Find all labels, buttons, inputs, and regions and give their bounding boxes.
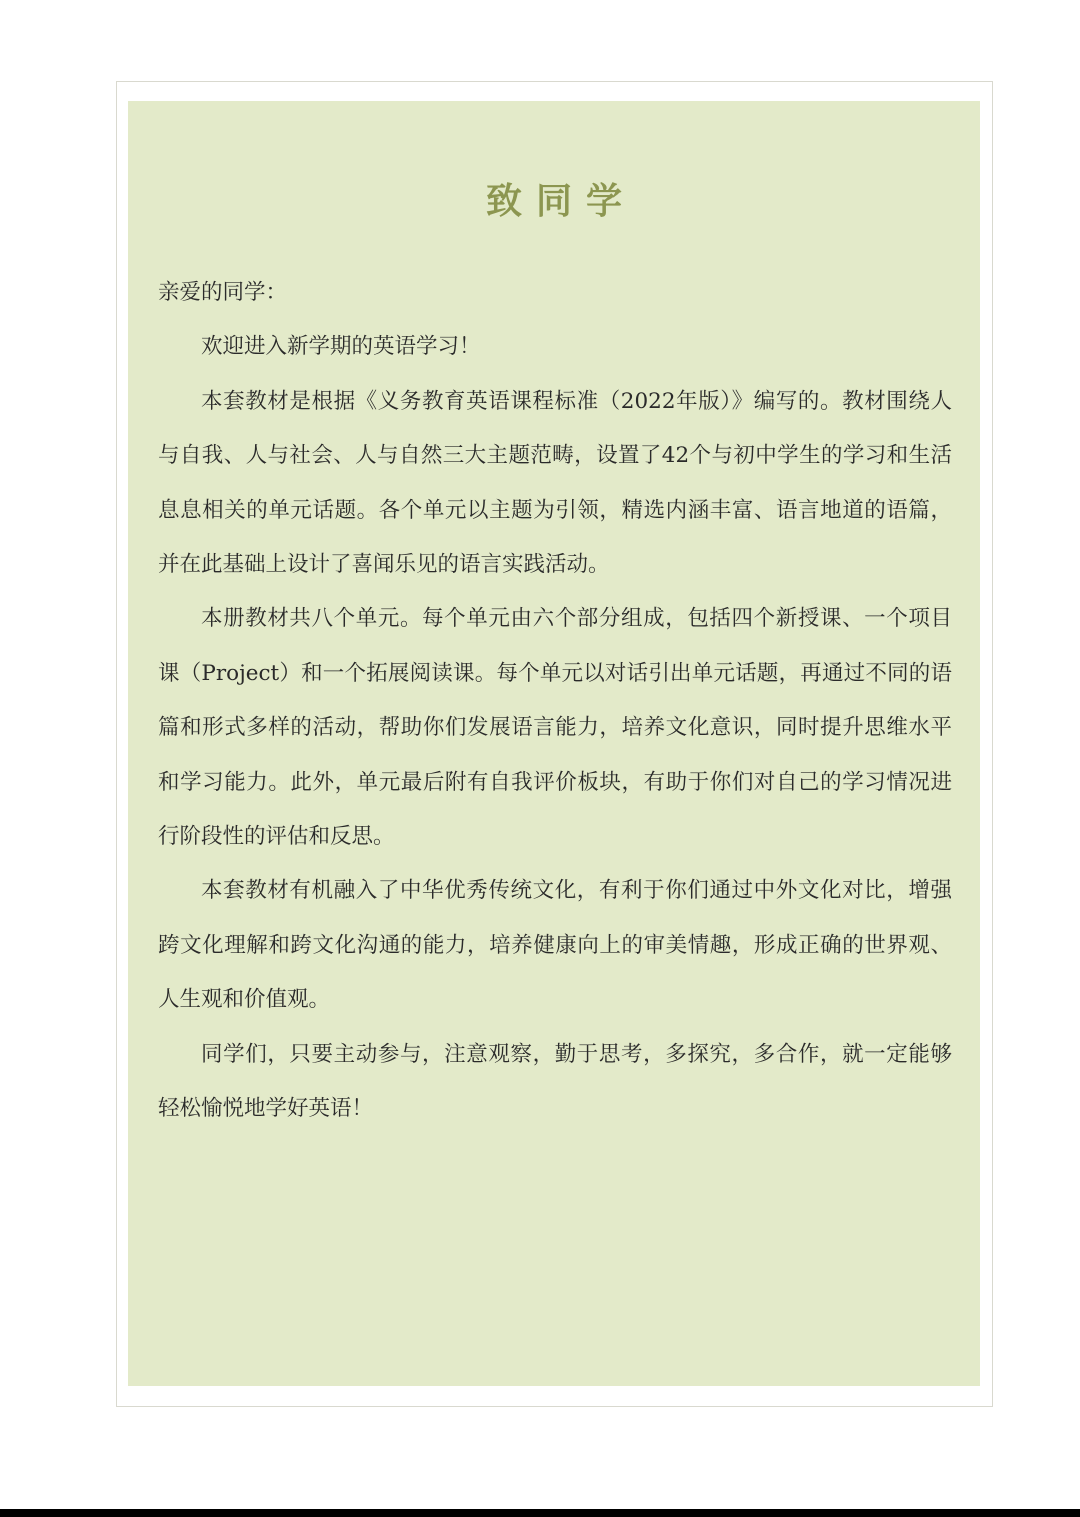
- page-title: 致同学: [485, 180, 636, 222]
- paragraph-welcome: 欢迎进入新学期的英语学习！: [201, 334, 481, 360]
- paragraph-encouragement: 同学们，只要主动参与，注意观察，勤于思考，多探究，多合作，就一定能够轻松愉悦地学好英语！: [158, 1041, 952, 1122]
- paragraph-culture: 本套教材有机融入了中华优秀传统文化，有利于你们通过中外文化对比，增强跨文化理解和跨文化沟通的能力，培养健康向上的审美情趣，形成正确的世界观、人生观和价值观。: [158, 878, 952, 1013]
- paragraph-book-structure: 本册教材共八个单元。每个单元由六个部分组成，包括四个新授课、一个项目课（Project）和一个拓展阅读课。每个单元以对话引出单元话题，再通过不同的语篇和形式多样的活动，帮助你们发展语言能力，培养文化意识，同时提升思维水平和学习能力。此外，单元最后附有自我评价板块，有助于你们对自己的学习情况进行阶段性的评估和反思。: [158, 606, 952, 850]
- salutation: 亲爱的同学：: [158, 280, 288, 305]
- bottom-edge-bar: [0, 1509, 1080, 1517]
- paragraph-textbook-basis: 本套教材是根据《义务教育英语课程标准（2022年版）》编写的。教材围绕人与自我、人与社会、人与自然三大主题范畴，设置了42个与初中学生的学习和生活息息相关的单元话题。各个单元以主题为引领，精选内涵丰富、语言地道的语篇，并在此基础上设计了喜闻乐见的语言实践活动。: [158, 388, 952, 578]
- letter-body: [158, 266, 952, 1137]
